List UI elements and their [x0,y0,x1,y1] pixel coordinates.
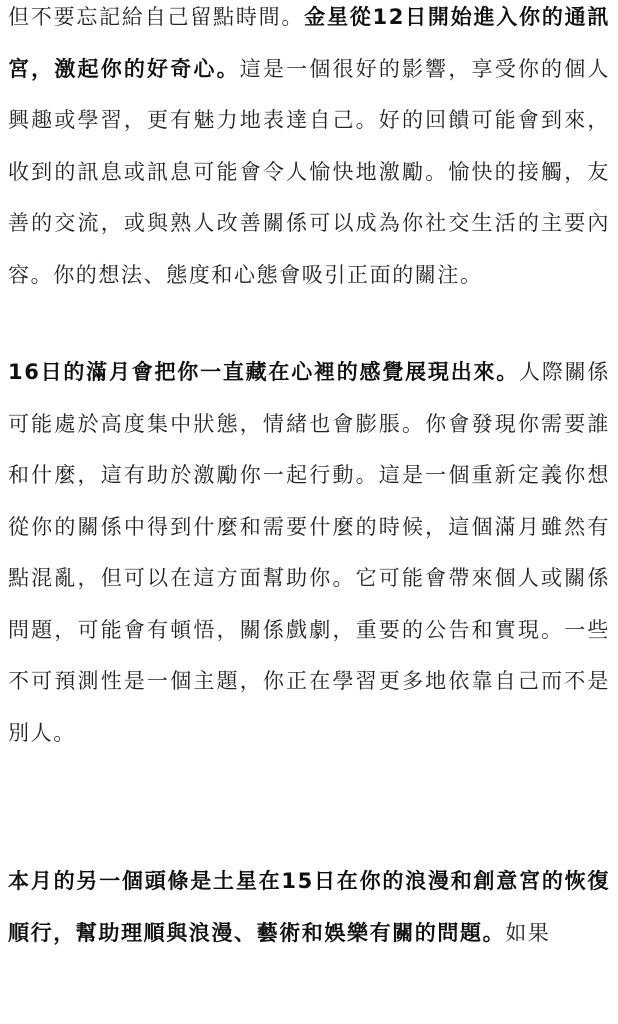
paragraph-venus [8,0,610,301]
highlight-text: 本月的另一個頭條是土星在15日在你的浪漫和創意宮的恢復順行，幫助理順與浪漫、藝術和娛樂有關的問題。 [8,869,610,945]
paragraph-text: 人際關係可能處於高度集中狀態，情緒也會膨脹。你會發現你需要誰和什麼，這有助於激勵你一起行動。這是一個重新定義你想從你的關係中得到什麼和需要什麼的時候，這個滿月雖然有點混亂，但可以在這方面幫助你。它可能會帶來個人或關係問題，可能會有頓悟，關係戲劇，重要的公告和實現。一些不可預測性是一個主題，你正在學習更多地依靠自己而不是別人。 [8,360,610,745]
paragraph-text: 但不要忘記給自己留點時間。 [8,5,305,29]
paragraph-full-moon [8,347,610,759]
paragraph-text: 如果 [505,920,551,945]
highlight-text: 16日的滿月會把你一直藏在心裡的感覺展現出來。 [8,360,520,384]
highlight-text: 金星從12日開始進入你的通訊宮，激起你的好奇心。 [8,5,610,81]
paragraph-text: 這是一個很好的影響，享受你的個人興趣或學習，更有魅力地表達自己。好的回饋可能會到來，收到的訊息或訊息可能會令人愉快地激勵。愉快的接觸，友善的交流，或與熟人改善關係可以成為你社交生活的主要內容。你的想法、態度和心態會吸引正面的關注。 [8,56,610,287]
paragraph-saturn [8,856,610,959]
article-body [8,0,610,959]
